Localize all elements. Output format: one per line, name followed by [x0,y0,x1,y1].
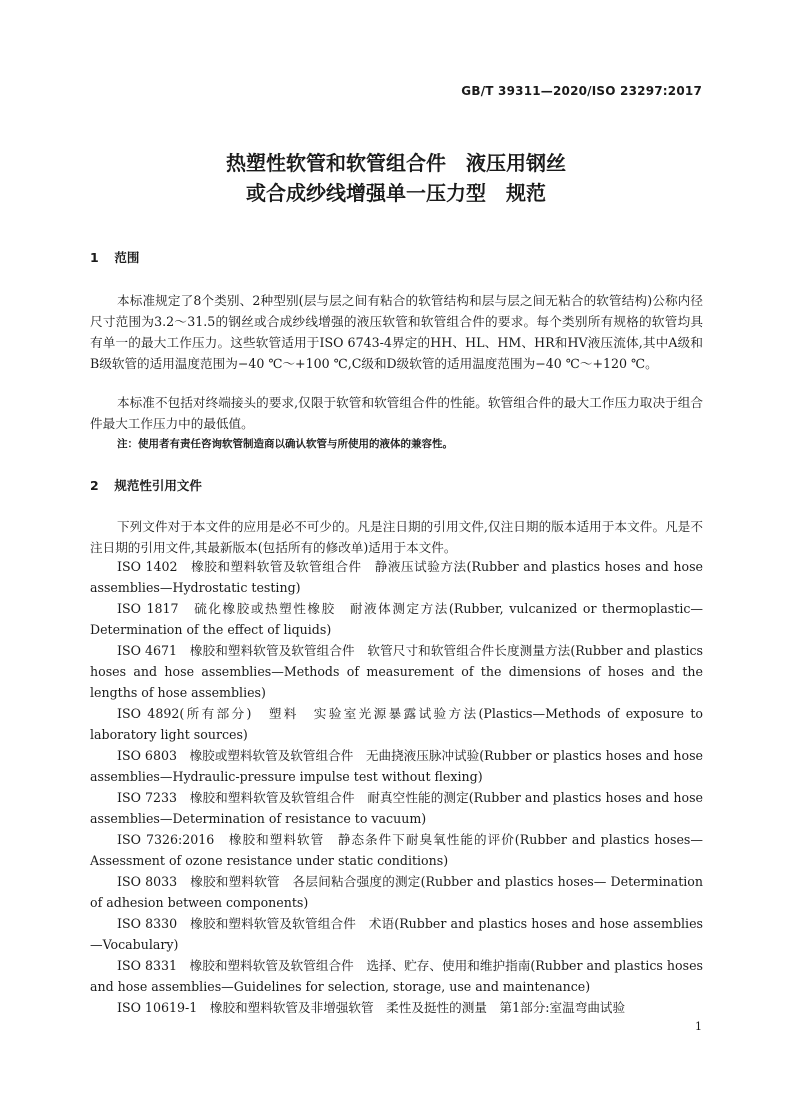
references-intro: 下列文件对于本文件的应用是必不可少的。凡是注日期的引用文件,仅注日期的版本适用于本文件。凡是不注日期的引用文件,其最新版本(包括所有的修改单)适用于本文件。 [90,519,703,555]
title-line-1: 热塑性软管和软管组合件 液压用钢丝 [226,151,566,175]
reference-item: ISO 4892(所有部分) 塑料 实验室光源暴露试验方法(Plastics—Methods of exposure to laboratory light sources) [90,706,703,742]
section-1-number: 1 [90,250,99,265]
section-1-title: 范围 [114,250,140,265]
normative-reference-list [90,556,703,1018]
reference-item: ISO 6803 橡胶或塑料软管及软管组合件 无曲挠液压脉冲试验(Rubber or plastics hoses and hose assemblies—Hydraulic-pressure impulse test without flexing) [90,748,703,784]
section-1-heading [90,248,139,266]
scope-paragraph-2: 本标准不包括对终端接头的要求,仅限于软管和软管组合件的性能。软管组合件的最大工作压力取决于组合件最大工作压力中的最低值。 [90,395,703,431]
reference-item: ISO 10619-1 橡胶和塑料软管及非增强软管 柔性及挺性的测量 第1部分:室温弯曲试验 [117,1000,626,1015]
reference-item: ISO 8330 橡胶和塑料软管及软管组合件 术语(Rubber and plastics hoses and hose assemblies—Vocabulary) [90,916,703,952]
reference-item: ISO 7233 橡胶和塑料软管及软管组合件 耐真空性能的测定(Rubber and plastics hoses and hose assemblies—Determination of resistance to vacuum) [90,790,703,826]
standard-code-header: GB/T 39311—2020/ISO 23297:2017 [461,84,702,98]
reference-item: ISO 8331 橡胶和塑料软管及软管组合件 选择、贮存、使用和维护指南(Rubber and plastics hoses and hose assemblies—Guidelines for selection, storage, use and maintenance) [90,958,703,994]
reference-item: ISO 1817 硫化橡胶或热塑性橡胶 耐液体测定方法(Rubber, vulcanized or thermoplastic— Determination of the effect of liquids) [90,601,703,637]
scope-note: 注：使用者有责任咨询软管制造商以确认软管与所使用的液体的兼容性。 [117,438,453,450]
section-2-title: 规范性引用文件 [114,478,202,493]
reference-item: ISO 8033 橡胶和塑料软管 各层间粘合强度的测定(Rubber and plastics hoses— Determination of adhesion between components) [90,874,703,910]
document-title [0,148,792,208]
section-2-heading [90,476,202,494]
reference-item: ISO 7326:2016 橡胶和塑料软管 静态条件下耐臭氧性能的评价(Rubber and plastics hoses—Assessment of ozone resistance under static conditions) [90,832,703,868]
section-2-number: 2 [90,478,99,493]
scope-paragraph-1: 本标准规定了8个类别、2种型别(层与层之间有粘合的软管结构和层与层之间无粘合的软管结构)公称内径尺寸范围为3.2～31.5的钢丝或合成纱线增强的液压软管和软管组合件的要求。每个类别所有规格的软管均具有单一的最大工作压力。这些软管适用于ISO 6743-4界定的HH、HL、HM、HR和HV液压流体,其中A级和B级软管的适用温度范围为−40 ℃～+100 ℃,C级和D级软管的适用温度范围为−40 ℃～+120 ℃。 [90,293,703,371]
page-number: 1 [695,1020,702,1033]
title-line-2: 或合成纱线增强单一压力型 规范 [246,181,546,205]
reference-item: ISO 4671 橡胶和塑料软管及软管组合件 软管尺寸和软管组合件长度测量方法(Rubber and plastics hoses and hose assemblies—Methods of measurement of the dimensions of hoses and the lengths of hose assemblies) [90,643,703,700]
reference-item: ISO 1402 橡胶和塑料软管及软管组合件 静液压试验方法(Rubber and plastics hoses and hose assemblies—Hydrostatic testing) [90,559,703,595]
